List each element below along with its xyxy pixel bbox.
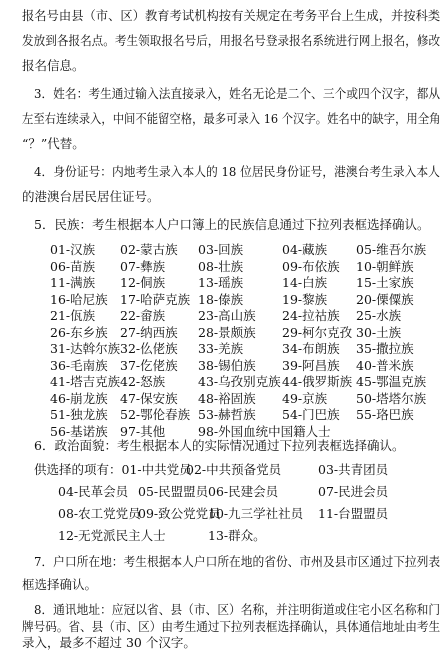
ethnic-option: 04-藏族 [282,242,328,257]
ethnic-option: 07-彝族 [120,258,166,274]
ethnic-option: 34-布朗族 [282,341,340,356]
section-6-title: 6．政治面貌：考生根据本人的实际情况通过下拉列表框选择确认。 [34,438,405,453]
section-8-line-2: 牌号码。省、县（市、区）由考生通过下拉列表框选择确认，具体通信地址由考生 [22,619,441,634]
ethnic-option: 25-水族 [356,308,402,323]
ethnic-option: 39-阿昌族 [282,357,340,373]
ethnic-option: 26-东乡族 [50,324,108,340]
section-3-line-3: “？”代替。 [22,136,85,151]
ethnic-option: 24-拉祜族 [282,308,340,323]
ethnic-option: 54-门巴族 [282,407,340,422]
section-4-line-2: 的港澳台居民居住证号。 [22,189,160,204]
section-7-line-1: 7．户口所在地：考生根据本人户口所在地的省份、市州及县市区通过下拉列表 [34,554,441,569]
ethnic-option: 20-傈僳族 [356,291,414,307]
political-option: 10-九三学社社员 [208,506,304,521]
ethnic-option: 11-满族 [50,275,96,290]
ethnic-option: 37-仡佬族 [120,357,178,373]
ethnic-option: 10-朝鲜族 [356,258,414,274]
intro-line-3: 报名信息。 [22,58,85,73]
ethnic-option: 19-黎族 [282,291,328,307]
ethnic-option: 09-布依族 [282,258,340,274]
political-option: 08-农工党党员 [58,506,141,521]
ethnic-option: 21-佤族 [50,308,96,323]
section-5-title: 5．民族：考生根据本人户口簿上的民族信息通过下拉列表框选择确认。 [34,217,430,232]
ethnic-option: 35-撒拉族 [356,341,414,356]
section-4-line-1: 4．身份证号：内地考生录入本人的 18 位居民身份证号，港澳台考生录入本人 [34,164,440,179]
ethnic-option: 08-壮族 [198,258,244,274]
ethnic-option: 41-塔吉克族 [50,374,121,389]
ethnic-option: 36-毛南族 [50,357,108,373]
ethnic-option: 05-维吾尔族 [356,242,427,257]
ethnic-option: 29-柯尔克孜 [282,324,353,340]
ethnic-option: 45-鄂温克族 [356,374,427,389]
ethnic-option: 13-瑶族 [198,275,244,290]
ethnic-option: 47-保安族 [120,390,178,406]
ethnic-option: 49-京族 [282,390,328,406]
section-7-line-2: 框选择确认。 [22,577,98,592]
ethnic-option: 12-侗族 [120,275,166,290]
ethnic-option: 56-基诺族 [50,423,108,439]
intro-line-1: 报名号由县（市、区）教育考试机构按有关规定在考务平台上生成，并按科类 [22,8,441,23]
section-3-line-1: 3．姓名：考生通过输入法直接录入，姓名无论是二个、三个或四个汉字，都从 [34,86,441,101]
ethnic-option: 23-高山族 [198,308,256,323]
ethnic-option: 16-哈尼族 [50,291,108,307]
political-option: 09-致公党党员 [138,506,221,521]
political-option: 13-群众。 [208,528,266,543]
ethnic-option: 17-哈萨克族 [120,291,191,307]
ethnic-option: 51-独龙族 [50,407,108,422]
political-option: 11-台盟盟员 [318,506,389,521]
political-option: 供选择的项有：01-中共党员 [34,462,192,477]
ethnic-option: 33-羌族 [198,341,244,356]
ethnic-option: 40-普米族 [356,357,414,373]
ethnic-option: 18-傣族 [198,291,244,307]
ethnic-option: 28-景颇族 [198,324,256,340]
political-option: 02-中共预备党员 [186,462,282,477]
political-option: 12-无党派民主人士 [58,528,166,543]
ethnic-option: 98-外国血统中国籍人士 [198,423,331,439]
ethnic-option: 01-汉族 [50,242,96,257]
ethnic-option: 14-白族 [282,275,328,290]
ethnic-option: 53-赫哲族 [198,407,256,422]
ethnic-option: 32-仫佬族 [120,341,178,356]
ethnic-option: 50-塔塔尔族 [356,390,427,406]
ethnic-option: 27-纳西族 [120,324,178,340]
ethnic-option: 38-锡伯族 [198,357,256,373]
ethnic-option: 97-其他 [120,423,166,439]
ethnic-option: 22-畲族 [120,308,166,323]
ethnic-option: 03-回族 [198,242,244,257]
political-option: 04-民革会员 [58,484,129,499]
ethnic-option: 06-苗族 [50,258,96,274]
ethnic-option: 30-土族 [356,324,402,340]
ethnic-option: 46-崩龙族 [50,390,108,406]
intro-line-2: 发放到各报名点。考生领取报名号后，用报名号登录报名系统进行网上报名，修改 [22,33,441,48]
ethnic-option: 15-土家族 [356,275,414,290]
section-8-line-1: 8．通讯地址：应冠以省、县（市、区）名称，并注明街道或住宅小区名称和门 [34,602,441,617]
ethnic-option: 55-珞巴族 [356,407,414,422]
ethnic-option: 44-俄罗斯族 [282,374,353,389]
political-option: 06-民建会员 [208,484,279,499]
ethnic-option: 48-裕固族 [198,390,256,406]
ethnic-option: 52-鄂伦春族 [120,407,191,422]
ethnic-option: 31-达斡尔族 [50,341,121,356]
ethnic-option: 43-乌孜别克族 [198,374,281,389]
political-option: 07-民进会员 [318,484,389,499]
ethnic-option: 42-怒族 [120,374,166,389]
political-option: 03-共青团员 [318,462,389,477]
section-8-line-3: 录入，最多不超过 30 个汉字。 [22,635,196,650]
section-3-line-2: 左至右连续录入，中间不能留空格，最多可录入 16 个汉字。姓名中的缺字，用全角 [22,111,441,126]
political-option: 05-民盟盟员 [138,484,209,499]
ethnic-option: 02-蒙古族 [120,242,178,257]
